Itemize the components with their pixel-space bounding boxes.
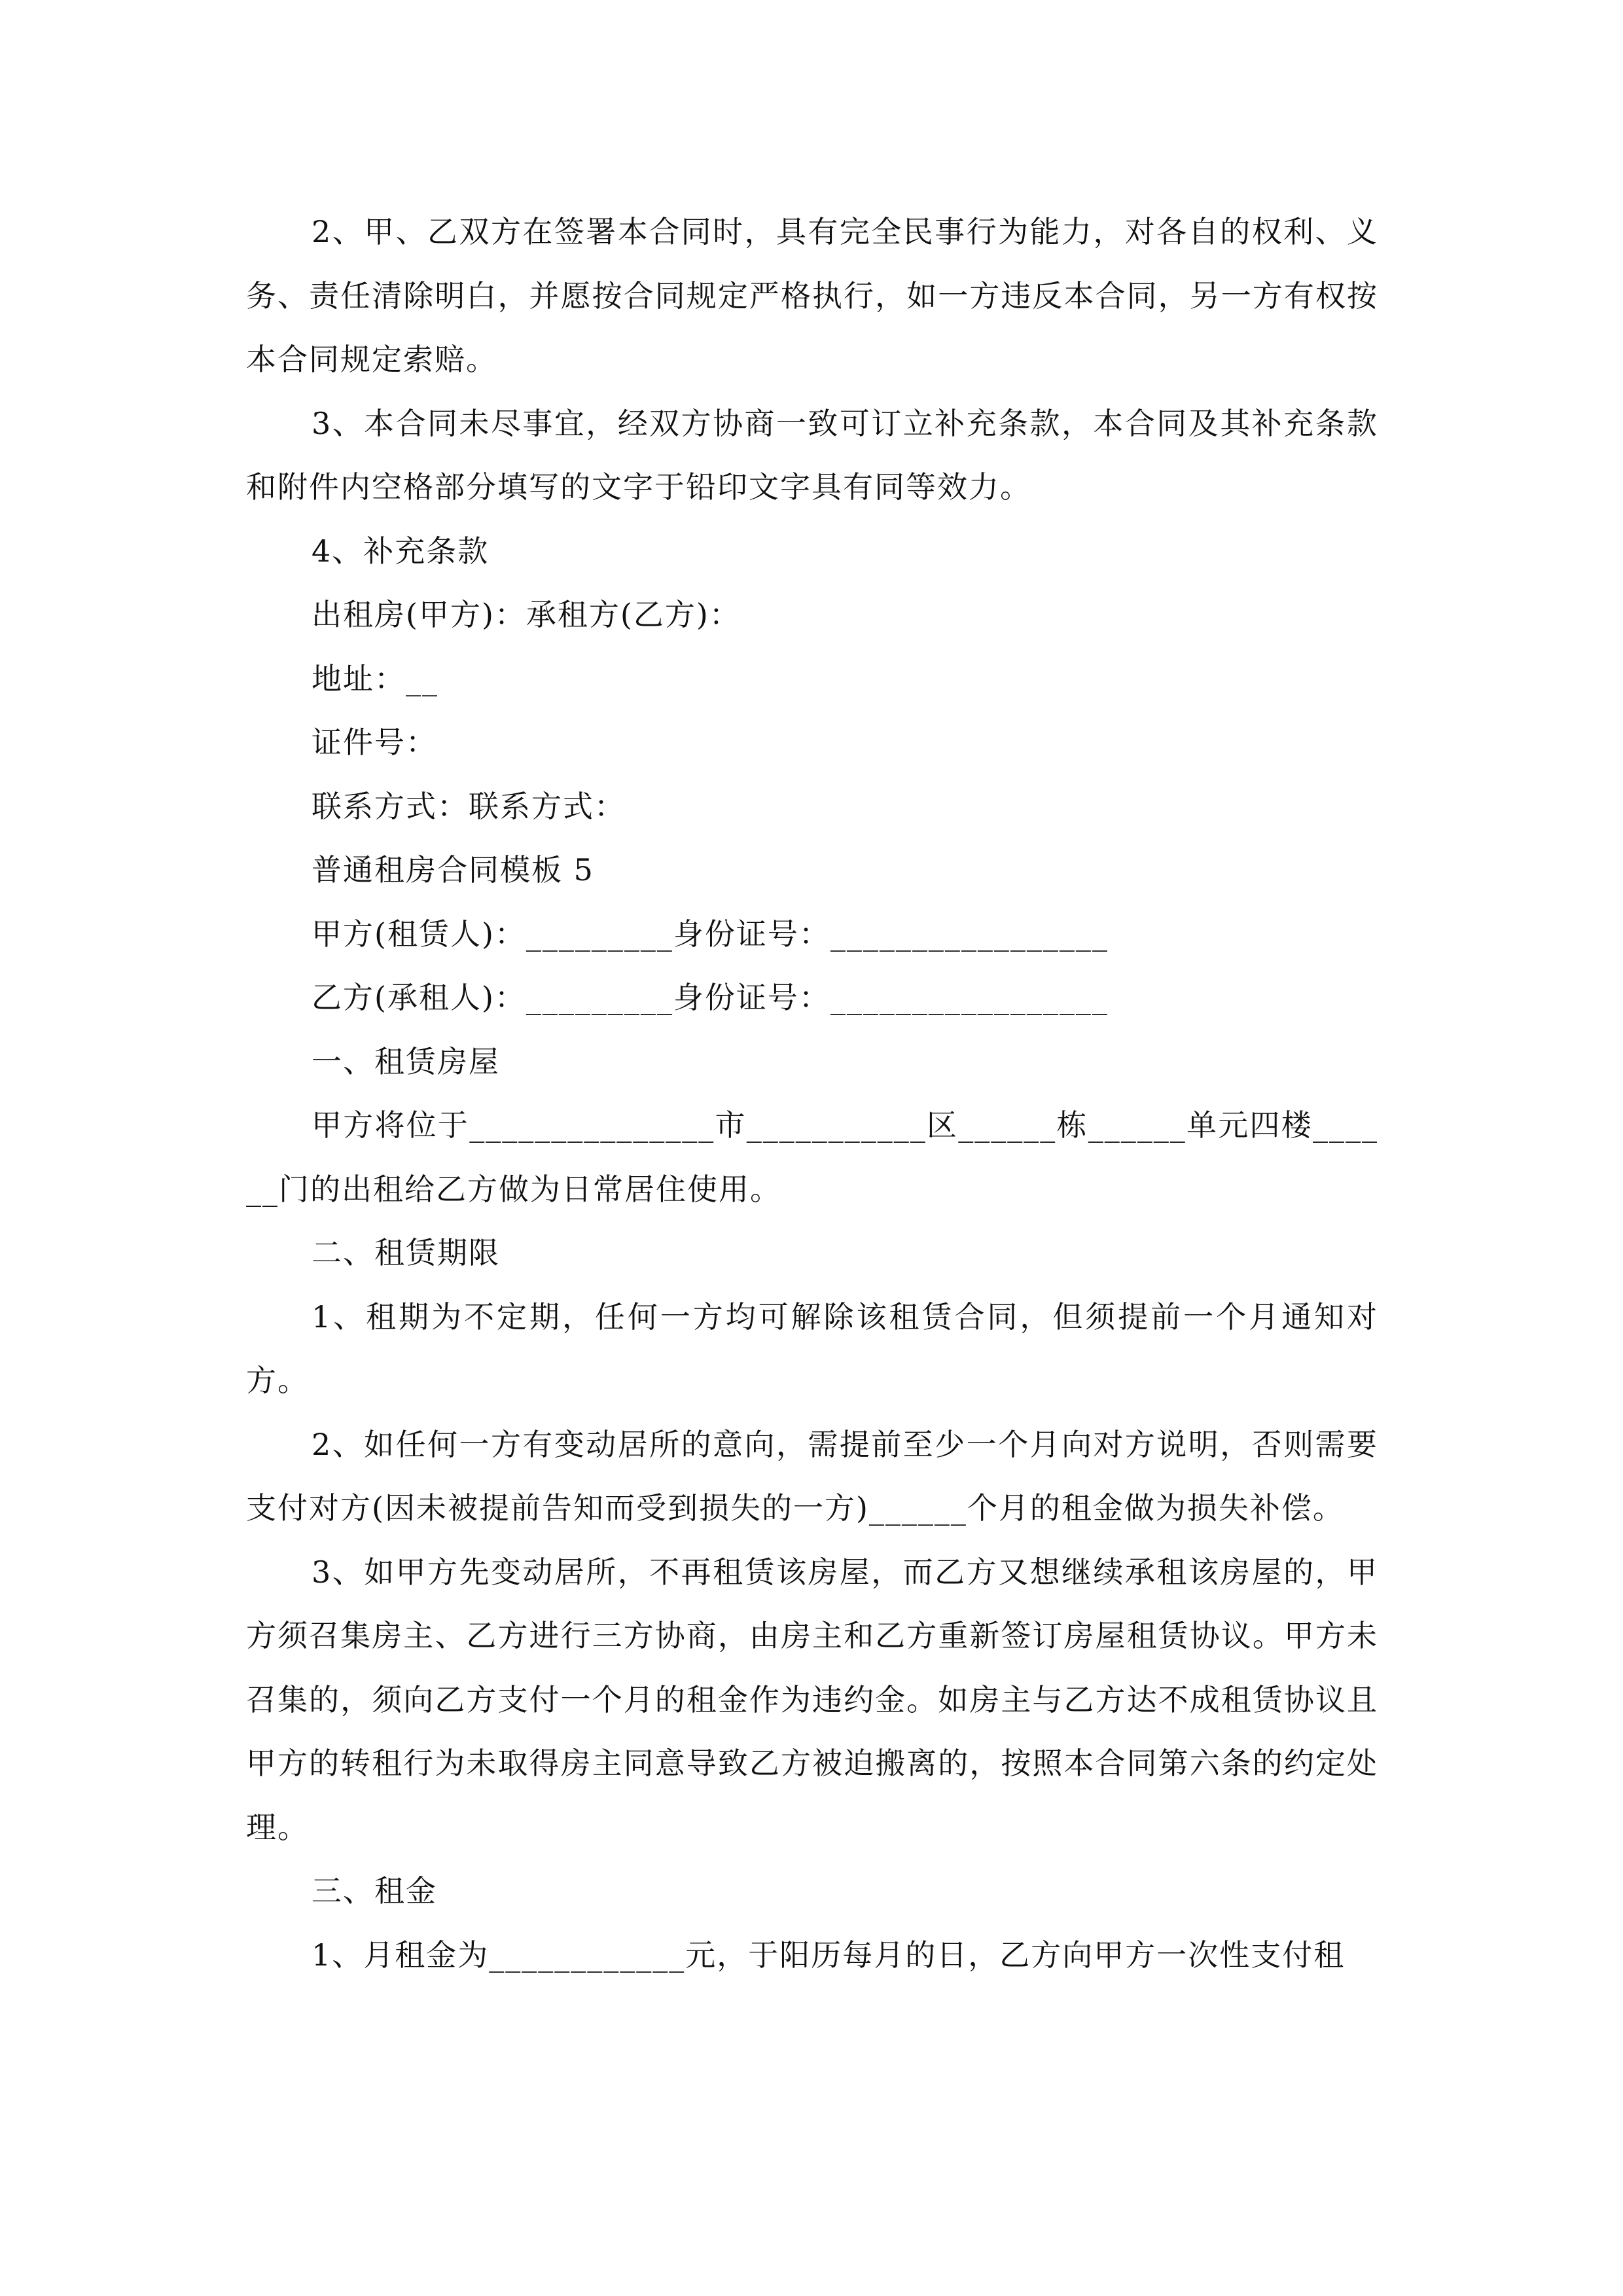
document-body	[246, 200, 1378, 1987]
section-3-heading: 三、租金	[312, 1873, 437, 1909]
section-2-item-2: 2、如任何一方有变动居所的意向，需提前至少一个月向对方说明，否则需要支付对方(因未被提前告知而受到损失的一方)______个月的租金做为损失补偿。	[246, 1426, 1378, 1526]
id-number-line: 证件号：	[312, 725, 437, 760]
section-1-paragraph: 甲方将位于_______________市___________区______栋______单元四楼______门的出租给乙方做为日常居住使用。	[246, 1107, 1378, 1207]
section-2-item-3: 3、如甲方先变动居所，不再租赁该房屋，而乙方又想继续承租该房屋的，甲方须召集房主、乙方进行三方协商，由房主和乙方重新签订房屋租赁协议。甲方未召集的，须向乙方支付一个月的租金作为违约金。如房主与乙方达不成租赁协议且甲方的转租行为未取得房主同意导致乙方被迫搬离的，按照本合同第六条的约定处理。	[246, 1554, 1378, 1845]
contact-line: 联系方式：联系方式：	[312, 788, 626, 824]
clause-4-heading: 4、补充条款	[312, 533, 490, 569]
address-line: 地址：__	[312, 660, 438, 696]
section-3-item-1: 1、月租金为____________元，于阳历每月的日，乙方向甲方一次性支付租	[312, 1937, 1346, 1973]
party-b-line: 乙方(承租人)：_________身份证号：_________________	[312, 980, 1109, 1015]
section-2-item-1: 1、租期为不定期，任何一方均可解除该租赁合同，但须提前一个月通知对方。	[246, 1299, 1378, 1398]
clause-3-paragraph: 3、本合同未尽事宜，经双方协商一致可订立补充条款，本合同及其补充条款和附件内空格部分填写的文字于铅印文字具有同等效力。	[246, 405, 1378, 505]
template-title: 普通租房合同模板 5	[312, 852, 594, 888]
party-a-line: 甲方(租赁人)：_________身份证号：_________________	[312, 916, 1109, 952]
clause-2-paragraph: 2、甲、乙双方在签署本合同时，具有完全民事行为能力，对各自的权利、义务、责任清除明白，并愿按合同规定严格执行，如一方违反本合同，另一方有权按本合同规定索赔。	[246, 214, 1378, 377]
section-2-heading: 二、租赁期限	[312, 1235, 500, 1270]
parties-line: 出租房(甲方)：承租方(乙方)：	[312, 597, 741, 632]
section-1-heading: 一、租赁房屋	[312, 1043, 500, 1079]
